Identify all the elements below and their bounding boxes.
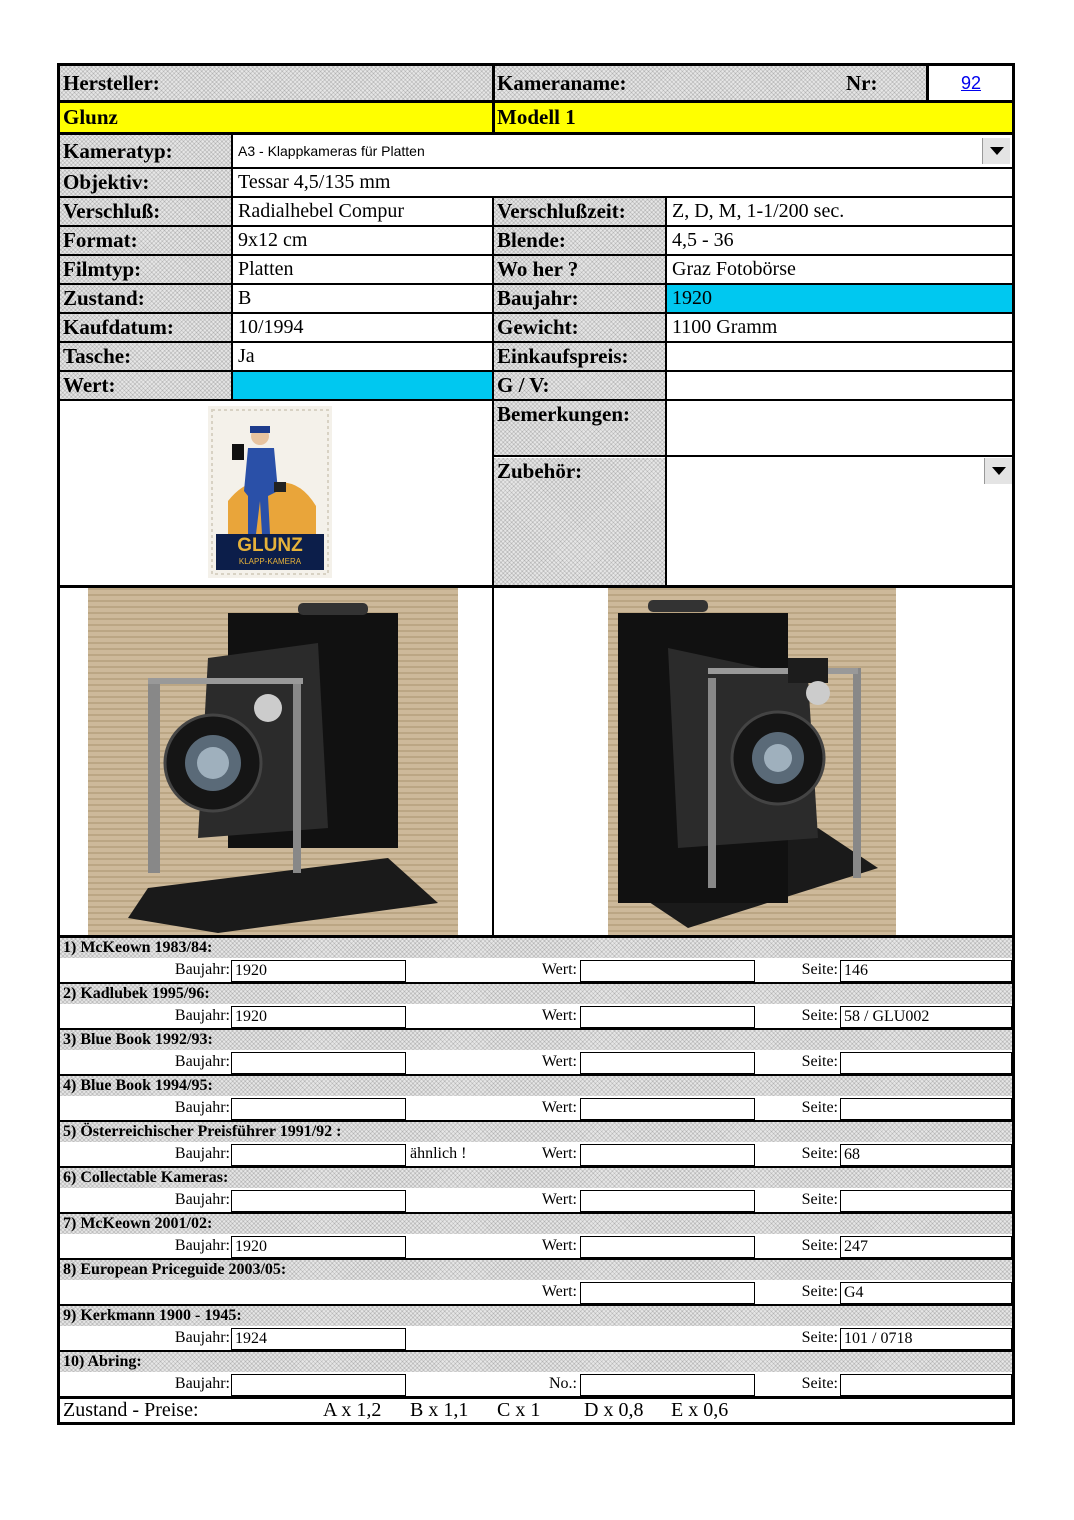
gv-label: G / V:	[494, 372, 665, 399]
reference-title: 2) Kadlubek 1995/96:	[60, 984, 1012, 1004]
reference-seite-label: Seite:	[801, 1329, 838, 1346]
camera-photo-left	[88, 588, 458, 935]
reference-title: 5) Österreichischer Preisführer 1991/92 :	[60, 1122, 1012, 1142]
reference-seite-label: Seite:	[801, 1283, 838, 1300]
reference-wert-field[interactable]	[580, 1006, 755, 1028]
verschlusszeit-label: Verschlußzeit:	[494, 198, 665, 225]
reference-seite-field[interactable]: 101 / 0718	[840, 1328, 1012, 1350]
objektiv-label: Objektiv:	[60, 169, 231, 196]
zubehoer-dropdown-icon[interactable]	[984, 458, 1012, 484]
wert-value	[233, 372, 492, 399]
divider	[60, 341, 1012, 343]
reference-wert-field[interactable]	[580, 960, 755, 982]
price-a: A x 1,2	[323, 1399, 382, 1421]
zubehoer-value	[667, 458, 1012, 586]
reference-wert-field[interactable]	[580, 1098, 755, 1120]
kameratyp-dropdown-icon[interactable]	[982, 138, 1010, 164]
einkaufspreis-value	[667, 343, 1012, 370]
reference-wert-field[interactable]	[580, 1282, 755, 1304]
camera-left-illustration	[88, 588, 458, 935]
wert-label: Wert:	[60, 372, 231, 399]
reference-title: 10) Abring:	[60, 1352, 1012, 1372]
bemerkungen-label: Bemerkungen:	[494, 401, 665, 455]
reference-seite-label: Seite:	[801, 1145, 838, 1162]
reference-wert-label: Wert:	[541, 961, 577, 978]
stamp-brand: GLUNZ	[237, 535, 303, 556]
reference-seite-label: Seite:	[801, 1191, 838, 1208]
price-c: C x 1	[497, 1399, 541, 1421]
divider	[926, 66, 929, 100]
reference-seite-field[interactable]: 146	[840, 960, 1012, 982]
divider	[60, 167, 1012, 169]
reference-wert-label: Wert:	[541, 1007, 577, 1024]
reference-baujahr-field[interactable]: 1920	[231, 960, 406, 982]
format-label: Format:	[60, 227, 231, 254]
reference-title: 6) Collectable Kameras:	[60, 1168, 1012, 1188]
reference-baujahr-label: Baujahr:	[174, 1375, 230, 1392]
camera-record-sheet	[57, 63, 1015, 1425]
reference-baujahr-label: Baujahr:	[174, 1237, 230, 1254]
reference-baujahr-field[interactable]: 1920	[231, 1236, 406, 1258]
reference-title: 9) Kerkmann 1900 - 1945:	[60, 1306, 1012, 1326]
verschluss-value: Radialhebel Compur	[238, 200, 405, 222]
kameratyp-label: Kameratyp:	[60, 135, 231, 167]
reference-seite-field[interactable]	[840, 1190, 1012, 1212]
divider	[60, 132, 1012, 135]
reference-seite-field[interactable]: 68	[840, 1144, 1012, 1166]
reference-seite-field[interactable]: 58 / GLU002	[840, 1006, 1012, 1028]
zustand-value: B	[238, 287, 252, 309]
zustand-preise-label: Zustand - Preise:	[63, 1399, 199, 1421]
reference-baujahr-label: Baujahr:	[174, 1007, 230, 1024]
gewicht-label: Gewicht:	[494, 314, 665, 341]
reference-baujahr-field[interactable]	[231, 1190, 406, 1212]
divider	[231, 132, 233, 399]
divider	[60, 935, 1012, 938]
reference-baujahr-label: Baujahr:	[174, 1053, 230, 1070]
camera-photo-right	[608, 588, 896, 935]
bemerkungen-value	[667, 401, 1012, 455]
gv-value	[667, 372, 1012, 399]
verschluss-label: Verschluß:	[60, 198, 231, 225]
reference-seite-label: Seite:	[801, 961, 838, 978]
reference-title: 3) Blue Book 1992/93:	[60, 1030, 1012, 1050]
stamp-subtitle: KLAPP-KAMERA	[238, 557, 302, 566]
kameratyp-select[interactable]: A3 - Klappkameras für Platten	[238, 143, 425, 159]
reference-wert-label: Wert:	[541, 1191, 577, 1208]
reference-seite-label: Seite:	[801, 1099, 838, 1116]
divider	[492, 196, 494, 935]
price-d: D x 0,8	[584, 1399, 644, 1421]
reference-seite-field[interactable]	[840, 1052, 1012, 1074]
woher-value: Graz Fotobörse	[672, 258, 796, 280]
reference-baujahr-label: Baujahr:	[174, 1145, 230, 1162]
kameraname-value: Modell 1	[494, 102, 1012, 132]
divider	[665, 196, 667, 585]
tasche-label: Tasche:	[60, 343, 231, 370]
reference-baujahr-field[interactable]: 1920	[231, 1006, 406, 1028]
camera-right-illustration	[608, 588, 896, 935]
reference-wert-label: No.:	[549, 1375, 577, 1392]
reference-title: 4) Blue Book 1994/95:	[60, 1076, 1012, 1096]
reference-seite-label: Seite:	[801, 1237, 838, 1254]
reference-title: 8) European Priceguide 2003/05:	[60, 1260, 1012, 1280]
reference-wert-field[interactable]	[580, 1190, 755, 1212]
reference-wert-field[interactable]	[580, 1052, 755, 1074]
gewicht-value: 1100 Gramm	[672, 316, 778, 338]
price-b: B x 1,1	[410, 1399, 469, 1421]
reference-seite-label: Seite:	[801, 1053, 838, 1070]
reference-wert-label: Wert:	[541, 1053, 577, 1070]
divider	[60, 283, 1012, 285]
kaufdatum-value: 10/1994	[238, 316, 304, 338]
divider	[60, 312, 1012, 314]
reference-seite-field[interactable]: 247	[840, 1236, 1012, 1258]
hersteller-label: Hersteller:	[60, 66, 492, 100]
nr-link[interactable]: 92	[960, 73, 982, 93]
reference-baujahr-label: Baujahr:	[174, 1099, 230, 1116]
reference-seite-label: Seite:	[801, 1007, 838, 1024]
reference-baujahr-label: Baujahr:	[174, 961, 230, 978]
divider	[60, 399, 1012, 401]
zubehoer-label: Zubehör:	[494, 458, 665, 586]
reference-wert-field[interactable]	[580, 1144, 755, 1166]
price-e: E x 0,6	[671, 1399, 729, 1421]
baujahr-value: 1920	[667, 285, 1012, 312]
verschlusszeit-value: Z, D, M, 1-1/200 sec.	[672, 200, 845, 222]
reference-baujahr-field[interactable]	[231, 1052, 406, 1074]
format-value: 9x12 cm	[238, 229, 308, 251]
divider	[60, 254, 1012, 256]
reference-wert-field[interactable]	[580, 1236, 755, 1258]
reference-wert-label: Wert:	[541, 1099, 577, 1116]
glunz-stamp-image	[208, 406, 332, 578]
reference-baujahr-label: Baujahr:	[174, 1329, 230, 1346]
baujahr-label: Baujahr:	[494, 285, 665, 312]
reference-title: 1) McKeown 1983/84:	[60, 938, 1012, 958]
reference-wert-label: Wert:	[541, 1237, 577, 1254]
divider	[60, 196, 1012, 198]
reference-baujahr-field[interactable]	[231, 1144, 406, 1166]
reference-wert-label: Wert:	[541, 1145, 577, 1162]
reference-note: ähnlich !	[410, 1145, 467, 1162]
divider	[60, 370, 1012, 372]
kaufdatum-label: Kaufdatum:	[60, 314, 231, 341]
reference-baujahr-label: Baujahr:	[174, 1191, 230, 1208]
divider	[492, 455, 1012, 457]
divider	[60, 225, 1012, 227]
reference-seite-field[interactable]	[840, 1098, 1012, 1120]
reference-wert-field[interactable]	[580, 1374, 755, 1396]
reference-seite-field[interactable]: G4	[840, 1282, 1012, 1304]
kameraname-label: Kameraname:	[494, 66, 926, 100]
reference-seite-field[interactable]	[840, 1374, 1012, 1396]
reference-baujahr-field[interactable]	[231, 1374, 406, 1396]
reference-wert-label: Wert:	[541, 1283, 577, 1300]
blende-label: Blende:	[494, 227, 665, 254]
filmtyp-label: Filmtyp:	[60, 256, 231, 283]
divider	[492, 66, 495, 132]
reference-title: 7) McKeown 2001/02:	[60, 1214, 1012, 1234]
reference-baujahr-field[interactable]	[231, 1098, 406, 1120]
nr-label: Nr:	[846, 71, 878, 95]
divider	[60, 585, 1012, 588]
woher-label: Wo her ?	[494, 256, 665, 283]
einkaufspreis-label: Einkaufspreis:	[494, 343, 665, 370]
blende-value: 4,5 - 36	[672, 229, 734, 251]
divider	[60, 100, 1012, 103]
reference-seite-label: Seite:	[801, 1375, 838, 1392]
objektiv-value: Tessar 4,5/135 mm	[238, 171, 391, 193]
reference-baujahr-field[interactable]: 1924	[231, 1328, 406, 1350]
hersteller-value: Glunz	[60, 102, 492, 132]
tasche-value: Ja	[238, 345, 255, 367]
zustand-label: Zustand:	[60, 285, 231, 312]
filmtyp-value: Platten	[238, 258, 294, 280]
